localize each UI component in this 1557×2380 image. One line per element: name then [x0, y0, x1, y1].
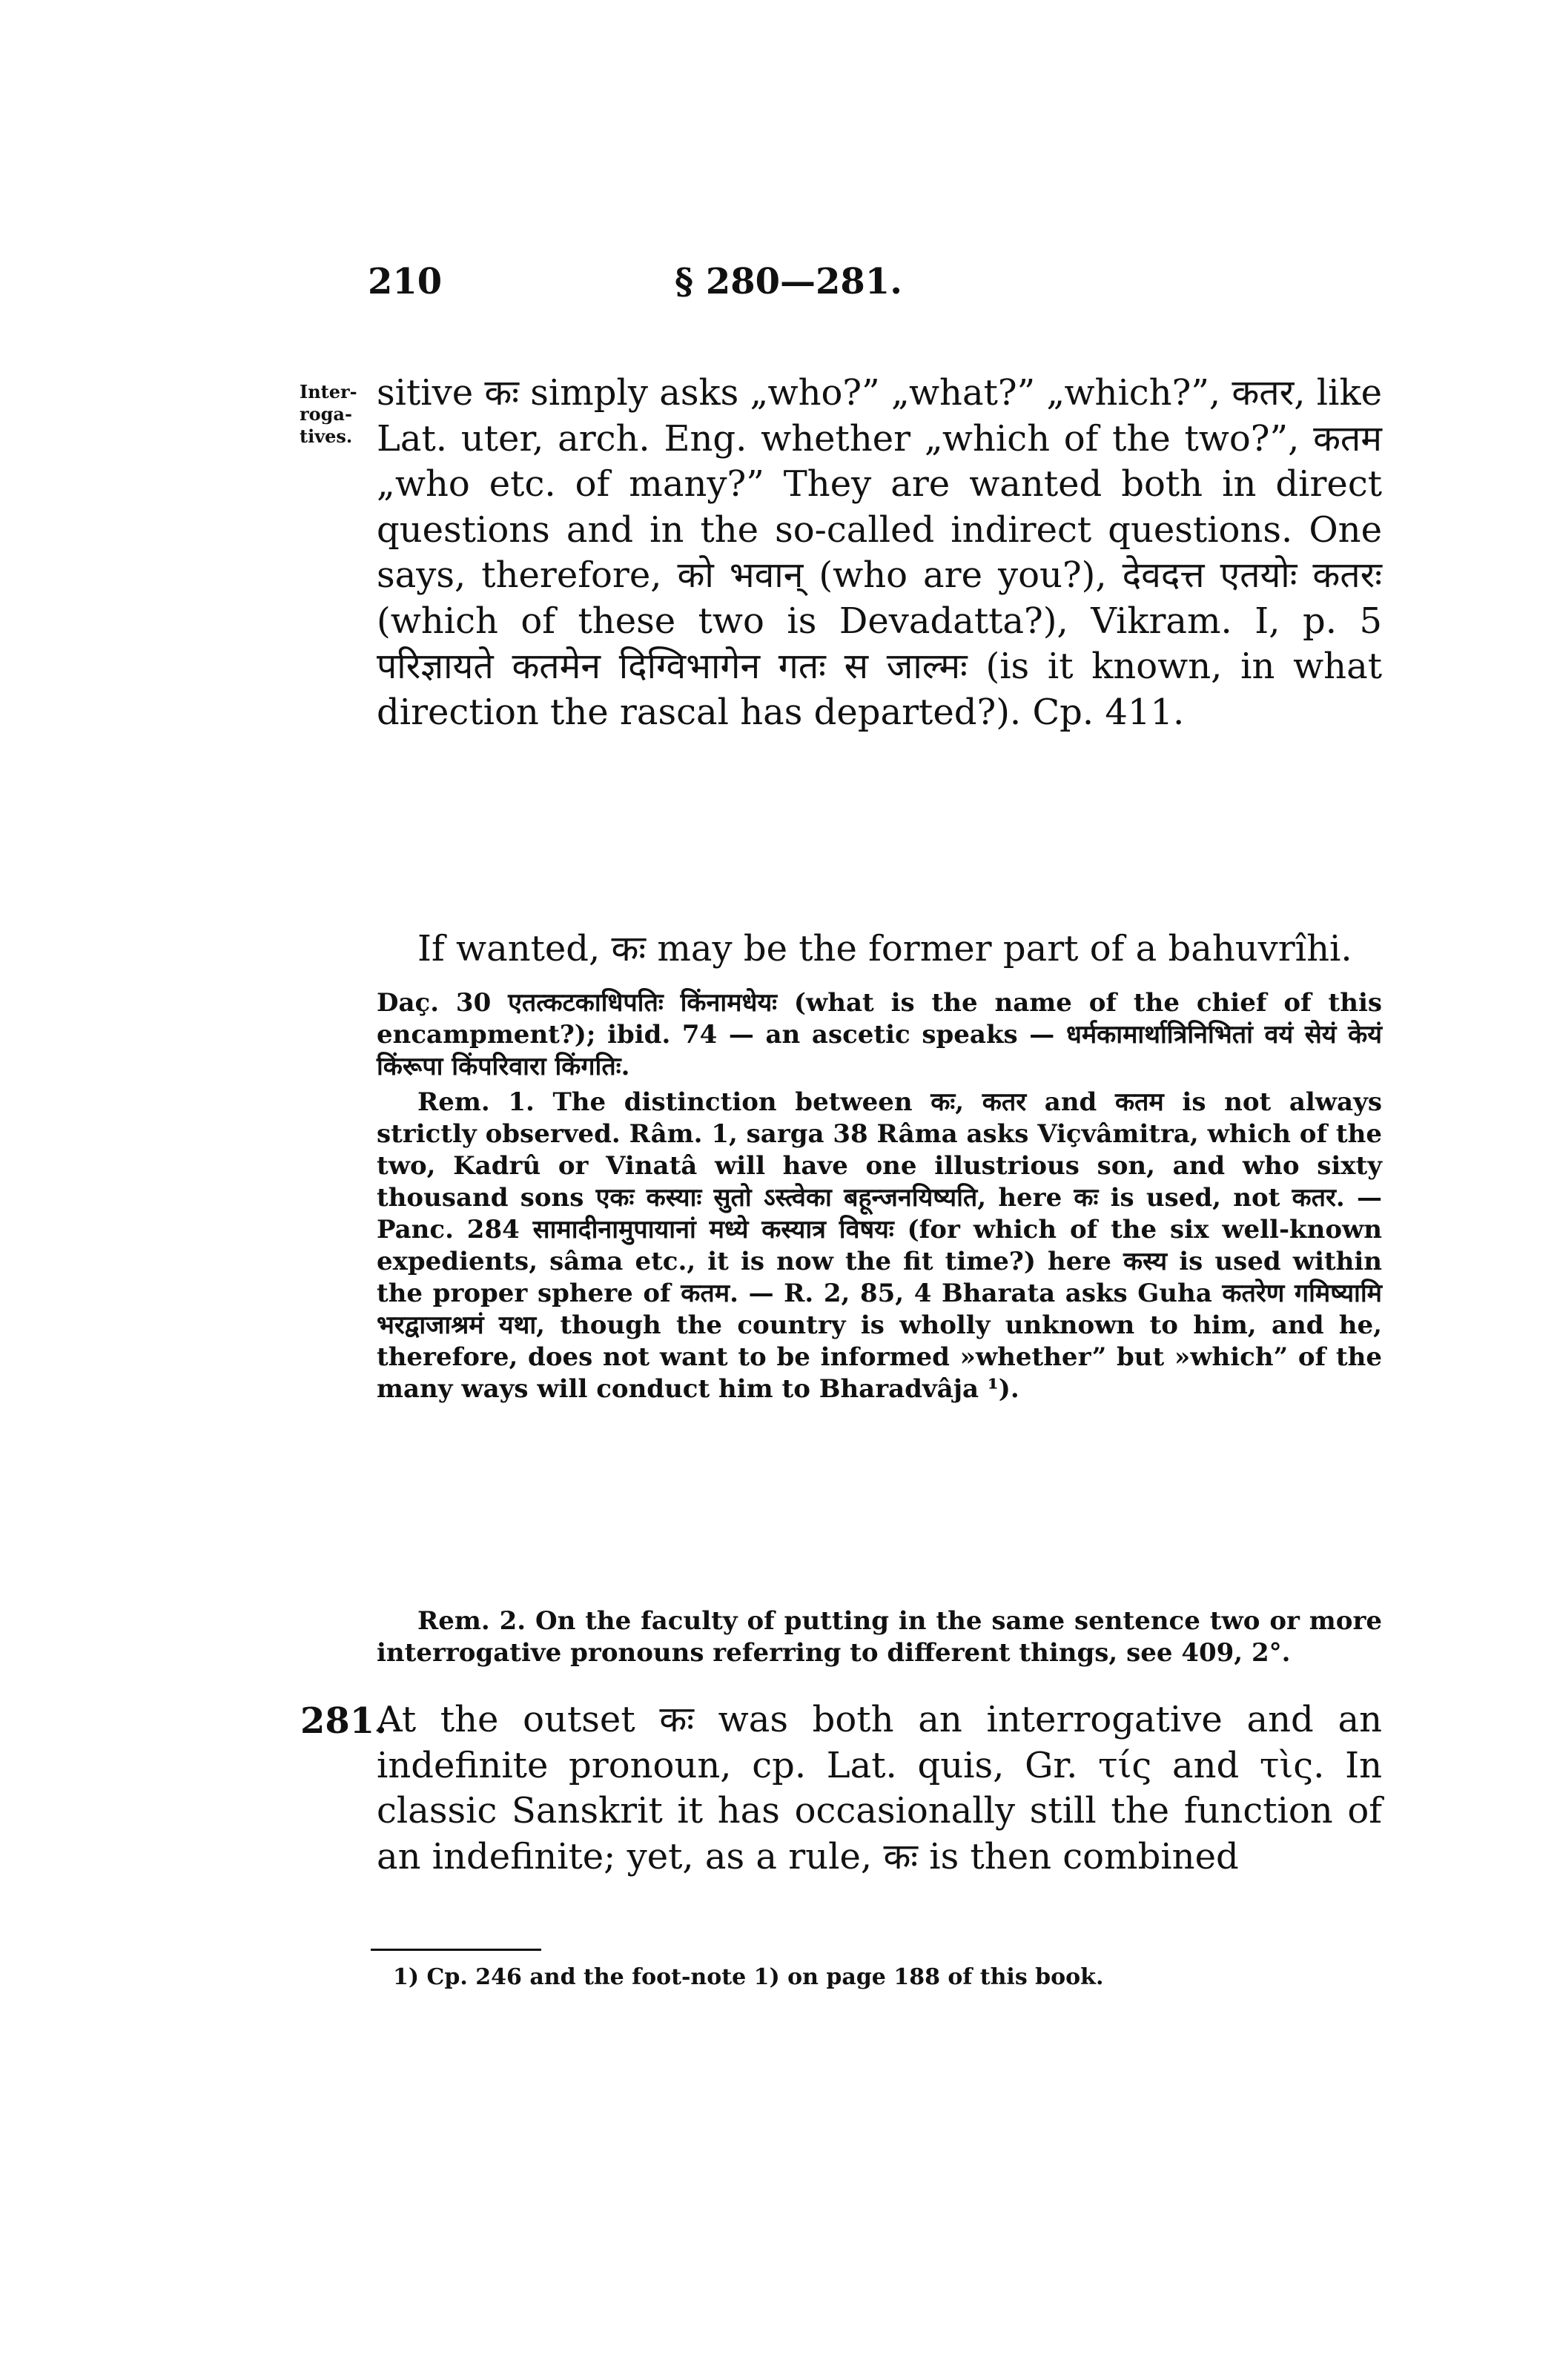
paragraph-dasa-example: Daç. 30 एतत्कटकाधिपतिः किंनामधेयः (what is the name of the chief of this encampment?); ibid. 74 — an ascetic speaks — धर्मकामार्थात्रिनिभितां वयं सेयं केयं किंरूपा किंपरिवारा किंगतिः. — [377, 988, 1382, 1081]
paragraph-section-281: At the outset कः was both an interrogative and an indefinite pronoun, cp. Lat. quis, Gr. τίς and τὶς. In classic Sanskrit it has occasionally still the function of an indefinite; yet, as a rule, कः is then combined — [377, 1699, 1382, 1877]
section-number-281: 281. — [300, 1700, 387, 1742]
margin-note-interrogatives: Inter- roga- tives. — [300, 381, 357, 447]
footnote: 1) Cp. 246 and the foot-note 1) on page 188 of this book. — [393, 1964, 1104, 1990]
paragraph-bahuvrihi: If wanted, कः may be the former part of a bahuvrîhi. — [417, 928, 1352, 969]
paragraph-interrogative-intro: sitive कः simply asks „who?” „what?” „which?”, कतर, like Lat. uter, arch. Eng. whether „which of the two?”, कतम „who etc. of many?” They are wanted both in direct questions and in the so-called indirect questions. One says, therefore, को भवान् (who are you?), देवदत्त एतयोः कतरः (which of these two is Devadatta?), Vikram. I, p. 5 परिज्ञायते कतमेन दिग्विभागेन गतः स जाल्मः (is it known, in what direction the rascal has departed?). Cp. 411. — [377, 372, 1382, 733]
remark-2: Rem. 2. On the faculty of putting in the same sentence two or more interrogative pronouns referring to different things, see 409, 2°. — [377, 1606, 1382, 1668]
remark-1: Rem. 1. The distinction between कः, कतर and कतम is not always strictly observed. Râm. 1, sarga 38 Râma asks Viçvâmitra, which of the two, Kadrû or Vinatâ will have one illustrious son, and who sixty thousand sons एकः कस्याः सुतो ऽस्त्वेका बहून्जनयिष्यति, here कः is used, not कतर. — Panc. 284 सामादीनामुपायानां मध्ये कस्यात्र विषयः (for which of the six well-known expedients, sâma etc., it is now the fit time?) here कस्य is used within the proper sphere of कतम. — R. 2, 85, 4 Bharata asks Guha कतरेण गमिष्यामि भरद्वाजाश्रमं यथा, though the country is wholly unknown to him, and he, therefore, does not want to be informed »whether” but »which” of the many ways will conduct him to Bharadvâja ¹). — [377, 1087, 1382, 1404]
section-range-header: § 280—281. — [675, 261, 902, 302]
page-number: 210 — [368, 261, 443, 302]
footnote-divider — [371, 1949, 541, 1951]
